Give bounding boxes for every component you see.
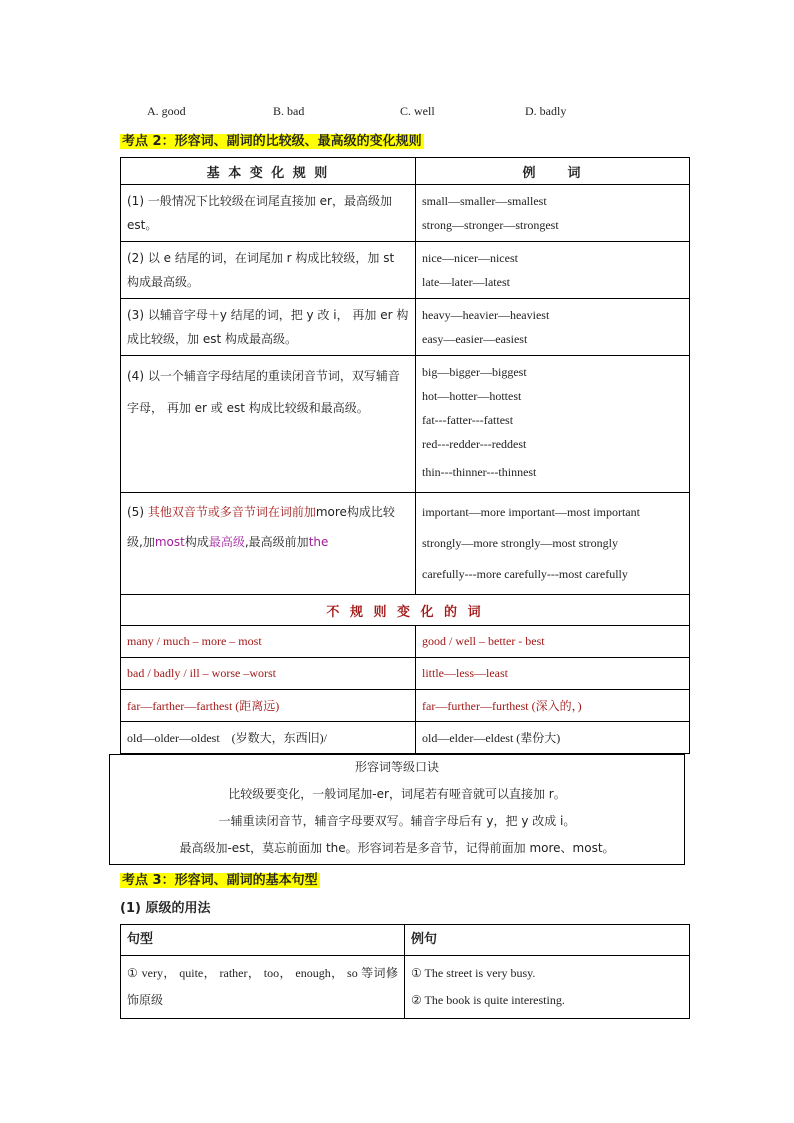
example: ② The book is quite interesting. — [411, 993, 565, 1007]
examples-4 — [416, 356, 690, 493]
col-header-pattern: 句型 — [121, 925, 405, 956]
irregular-header-row — [121, 595, 690, 626]
rule-5-red: 其他双音节或多音节词在词前加 — [147, 505, 316, 519]
comparison-rules-table — [120, 157, 690, 754]
option-b: B. bad — [273, 104, 305, 118]
section-3-heading — [120, 872, 320, 890]
irregular-cell: bad / badly / ill – worse –worst — [121, 658, 416, 690]
example: strongly—more strongly—most strongly — [422, 536, 618, 550]
section-2-title: 考点 2：形容词、副词的比较级、最高级的变化规则 — [122, 134, 422, 149]
rule-5-most: most — [154, 535, 185, 549]
examples-3 — [416, 299, 690, 356]
section-2-heading — [120, 133, 424, 151]
examples-1 — [416, 185, 690, 242]
table-row — [121, 356, 690, 493]
rule-2: (2) 以 e 结尾的词，在词尾加 r 构成比较级，加 st 构成最高级。 — [121, 242, 416, 299]
rule-5-the: the — [308, 535, 329, 549]
example: small—smaller—smallest — [422, 194, 547, 208]
rule-5-text: ,最高级前加 — [244, 535, 309, 549]
option-a: A. good — [147, 104, 186, 118]
example: big—bigger—biggest — [422, 365, 527, 379]
table-row — [121, 185, 690, 242]
mnemonic-line: 比较级要变化，一般词尾加-er，词尾若有哑音就可以直接加 r。 — [228, 787, 566, 801]
irregular-cell: old—elder—eldest (辈份大) — [416, 722, 690, 754]
irregular-cell: little—less—least — [416, 658, 690, 690]
examples-5 — [416, 493, 690, 595]
table-row — [121, 956, 690, 1019]
example: ① The street is very busy. — [411, 966, 536, 980]
rule-5-superlative: 最高级 — [208, 535, 245, 549]
irregular-cell: old—older—oldest (岁数大，东西旧)/ — [121, 722, 416, 754]
table-header-row — [121, 158, 690, 185]
examples-2 — [416, 242, 690, 299]
mnemonic-box — [109, 754, 685, 865]
example: fat---fatter---fattest — [422, 413, 514, 427]
example: late—later—latest — [422, 275, 510, 289]
section-3-subheading: (1) 原级的用法 — [120, 901, 211, 916]
rule-5 — [121, 493, 416, 595]
irregular-title: 不 规 则 变 化 的 词 — [121, 595, 690, 626]
example-cell — [405, 956, 690, 1019]
irregular-cell: far—farther—farthest (距离远) — [121, 690, 416, 722]
rule-5-prefix: (5) — [127, 505, 148, 519]
mnemonic-line: 一辅重读闭音节，辅音字母要双写。辅音字母后有 y，把 y 改成 i。 — [218, 814, 576, 828]
table-row — [121, 493, 690, 595]
col-header-example: 例句 — [405, 925, 690, 956]
option-c: C. well — [400, 104, 435, 118]
table-row — [121, 658, 690, 690]
rule-1: (1) 一般情况下比较级在词尾直接加 er，最高级加 est。 — [121, 185, 416, 242]
section-3-title: 考点 3：形容词、副词的基本句型 — [122, 873, 318, 888]
table-row — [121, 299, 690, 356]
answer-options — [147, 104, 647, 122]
pattern-cell: ① very， quite， rather， too， enough， so 等词修饰原级 — [121, 956, 405, 1019]
table-row — [121, 242, 690, 299]
rule-5-text: 构成 — [184, 535, 209, 549]
irregular-cell: good / well – better - best — [416, 626, 690, 658]
sentence-pattern-table — [120, 924, 690, 1019]
col-header-example: 例 词 — [416, 158, 690, 185]
rule-4: (4) 以一个辅音字母结尾的重读闭音节词，双写辅音字母， 再加 er 或 est 构成比较级和最高级。 — [121, 356, 416, 493]
example: nice—nicer—nicest — [422, 251, 518, 265]
col-header-rule: 基 本 变 化 规 则 — [121, 158, 416, 185]
rule-3: (3) 以辅音字母＋y 结尾的词，把 y 改 i， 再加 er 构成比较级，加 est 构成最高级。 — [121, 299, 416, 356]
example: easy—easier—easiest — [422, 332, 528, 346]
example: hot—hotter—hottest — [422, 389, 522, 403]
mnemonic-line: 最高级加-est，莫忘前面加 the。形容词若是多音节，记得前面加 more、most。 — [179, 841, 615, 855]
example: strong—stronger—strongest — [422, 218, 559, 232]
irregular-cell: far—further—furthest (深入的，) — [416, 690, 690, 722]
example: red---redder---reddest — [422, 437, 527, 451]
example: heavy—heavier—heaviest — [422, 308, 550, 322]
example: thin---thinner---thinnest — [422, 465, 537, 479]
option-d: D. badly — [525, 104, 567, 118]
table-header-row — [121, 925, 690, 956]
example: important—more important—most important — [422, 505, 640, 519]
table-row — [121, 722, 690, 754]
table-row — [121, 690, 690, 722]
example: carefully---more carefully---most carefully — [422, 567, 628, 581]
table-row — [121, 626, 690, 658]
rule-5-text: more构成比较级,加 — [127, 505, 395, 549]
mnemonic-title: 形容词等级口诀 — [354, 760, 439, 774]
irregular-cell: many / much – more – most — [121, 626, 416, 658]
